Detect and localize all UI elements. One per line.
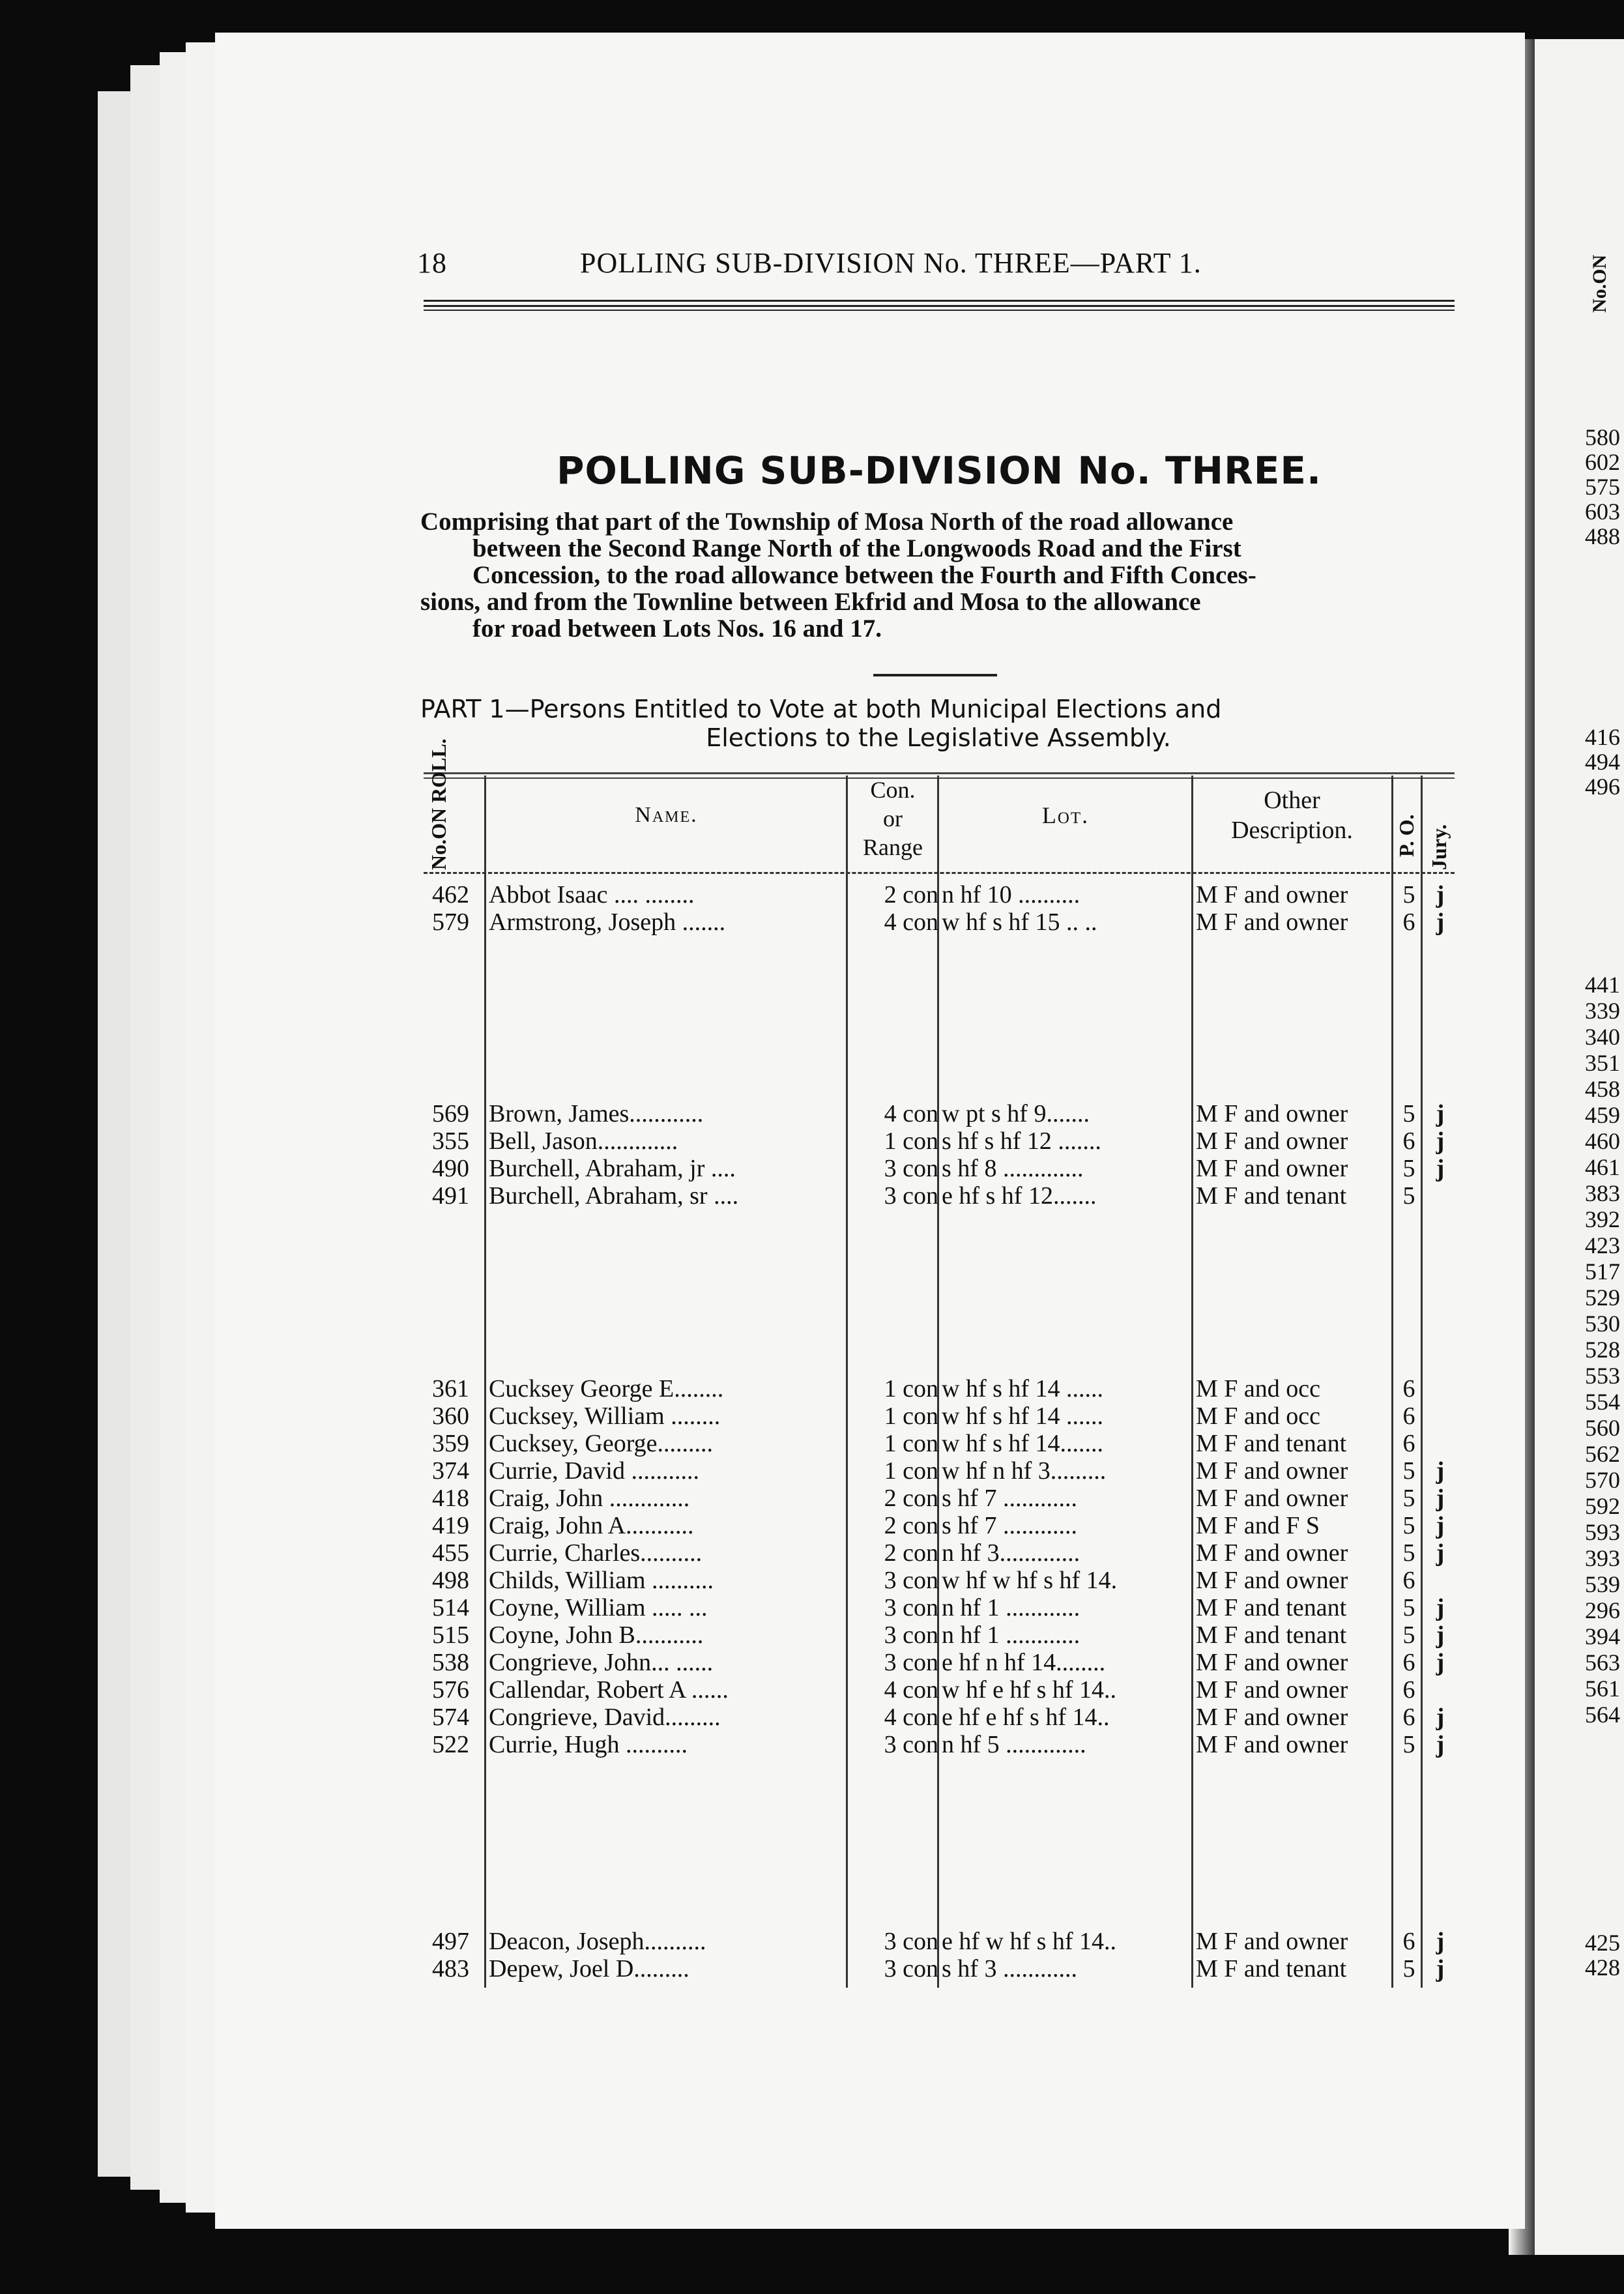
voter-name: Congrieve, David.........: [489, 1704, 721, 1731]
jury-mark: j: [1436, 1731, 1445, 1758]
jury-mark: j: [1436, 1928, 1445, 1955]
facing-roll-number: 528: [1585, 1337, 1620, 1363]
facing-roll-number: 425: [1585, 1930, 1620, 1956]
lot-description: n hf 1 ............: [942, 1594, 1080, 1621]
roll-number: 361: [432, 1375, 469, 1402]
other-description: M F and occ: [1196, 1402, 1321, 1430]
table-row: [424, 1567, 1455, 1594]
table-row: [424, 1430, 1455, 1457]
facing-roll-number: 570: [1585, 1467, 1620, 1493]
roll-number: 462: [432, 881, 469, 908]
facing-roll-number: 562: [1585, 1441, 1620, 1467]
other-description: M F and F S: [1196, 1512, 1320, 1539]
table-row: [424, 1127, 1455, 1155]
post-office: 6: [1402, 908, 1415, 936]
header-con-line: or: [883, 806, 903, 832]
roll-number: 355: [432, 1127, 469, 1155]
roll-number: 498: [432, 1567, 469, 1594]
table-row: [424, 1375, 1455, 1402]
other-description: M F and owner: [1196, 1676, 1348, 1704]
header-other-line: Other: [1264, 787, 1320, 814]
lot-description: e hf n hf 14........: [942, 1649, 1106, 1676]
running-title: POLLING SUB-DIVISION No. THREE—PART 1.: [580, 247, 1202, 279]
post-office: 5: [1402, 1621, 1415, 1649]
facing-roll-number: 296: [1585, 1597, 1620, 1623]
roll-number: 418: [432, 1485, 469, 1512]
intro-line: between the Second Range North of the Longwoods Road and the First: [472, 534, 1241, 562]
post-office: 5: [1402, 1182, 1415, 1210]
intro-line: Concession, to the road allowance between the Fourth and Fifth Conces-: [472, 561, 1256, 589]
lot-description: w hf n hf 3.........: [942, 1457, 1107, 1485]
voter-name: Craig, John .............: [489, 1485, 690, 1512]
facing-roll-number: 394: [1585, 1623, 1620, 1649]
lot-description: e hf s hf 12.......: [942, 1182, 1097, 1210]
post-office: 5: [1402, 881, 1415, 908]
facing-roll-number: 563: [1585, 1649, 1620, 1676]
roll-number: 569: [432, 1100, 469, 1127]
concession: 4 con: [884, 1704, 938, 1731]
roll-number: 522: [432, 1731, 469, 1758]
voter-name: Currie, David ...........: [489, 1457, 699, 1485]
lot-description: s hf 8 .............: [942, 1155, 1084, 1182]
post-office: 5: [1402, 1485, 1415, 1512]
table-row: [424, 1704, 1455, 1731]
concession: 2 con: [884, 1512, 938, 1539]
facing-roll-number: 560: [1585, 1415, 1620, 1441]
concession: 2 con: [884, 1485, 938, 1512]
concession: 1 con: [884, 1402, 938, 1430]
lot-description: n hf 1 ............: [942, 1621, 1080, 1649]
table-row: [424, 1621, 1455, 1649]
roll-number: 483: [432, 1955, 469, 1982]
facing-roll-number: 593: [1585, 1519, 1620, 1545]
jury-mark: j: [1436, 908, 1445, 936]
voter-name: Armstrong, Joseph .......: [489, 908, 726, 936]
facing-roll-number: 416: [1585, 724, 1620, 750]
section-divider: [873, 674, 997, 676]
other-description: M F and tenant: [1196, 1955, 1347, 1982]
other-description: M F and owner: [1196, 1704, 1348, 1731]
other-description: M F and owner: [1196, 1485, 1348, 1512]
post-office: 6: [1402, 1928, 1415, 1955]
roll-number: 360: [432, 1402, 469, 1430]
roll-number: 497: [432, 1928, 469, 1955]
concession: 2 con: [884, 881, 938, 908]
table-row: [424, 1539, 1455, 1567]
voter-name: Deacon, Joseph..........: [489, 1928, 706, 1955]
jury-mark: j: [1436, 1649, 1445, 1676]
post-office: 5: [1402, 1539, 1415, 1567]
post-office: 5: [1402, 1512, 1415, 1539]
roll-number: 515: [432, 1621, 469, 1649]
table-row: [424, 1457, 1455, 1485]
header-jury: Jury.: [1427, 824, 1451, 870]
intro-paragraph: [420, 508, 1457, 642]
header-no-on-roll: No.ON ROLL.: [427, 738, 450, 870]
roll-number: 574: [432, 1704, 469, 1731]
facing-roll-number: 458: [1585, 1076, 1620, 1102]
part-heading-line: PART 1—Persons Entitled to Vote at both Municipal Elections and: [420, 695, 1222, 723]
table-row: [424, 1649, 1455, 1676]
table-row: [424, 1676, 1455, 1704]
part-heading-line: Elections to the Legislative Assembly.: [706, 723, 1171, 752]
roll-number: 579: [432, 908, 469, 936]
lot-description: n hf 5 .............: [942, 1731, 1086, 1758]
intro-line: sions, and from the Townline between Ekfrid and Mosa to the allowance: [420, 588, 1201, 616]
facing-roll-number: 351: [1585, 1050, 1620, 1076]
facing-roll-number: 602: [1585, 449, 1620, 475]
concession: 3 con: [884, 1155, 938, 1182]
voter-name: Burchell, Abraham, jr ....: [489, 1155, 736, 1182]
voter-name: Abbot Isaac .... ........: [489, 881, 695, 908]
roll-number: 419: [432, 1512, 469, 1539]
concession: 4 con: [884, 908, 938, 936]
header-rule: [424, 310, 1455, 311]
facing-roll-number: 494: [1585, 749, 1620, 775]
voter-name: Currie, Hugh ..........: [489, 1731, 688, 1758]
table-row: [424, 1594, 1455, 1621]
concession: 3 con: [884, 1955, 938, 1982]
lot-description: w hf s hf 14 ......: [942, 1402, 1104, 1430]
voter-name: Coyne, William ..... ...: [489, 1594, 708, 1621]
table-row: [424, 1402, 1455, 1430]
facing-roll-number: 575: [1585, 474, 1620, 500]
voter-name: Burchell, Abraham, sr ....: [489, 1182, 739, 1210]
facing-roll-number: 428: [1585, 1954, 1620, 1981]
other-description: M F and tenant: [1196, 1430, 1347, 1457]
table-row: [424, 881, 1455, 908]
lot-description: s hf s hf 12 .......: [942, 1127, 1101, 1155]
concession: 1 con: [884, 1127, 938, 1155]
facing-roll-number: 561: [1585, 1676, 1620, 1702]
jury-mark: j: [1436, 1127, 1445, 1155]
other-description: M F and owner: [1196, 1457, 1348, 1485]
voter-name: Coyne, John B...........: [489, 1621, 704, 1649]
facing-roll-number: 592: [1585, 1493, 1620, 1519]
header-other-line: Description.: [1231, 817, 1353, 844]
table-top-rule: [424, 772, 1455, 774]
header-po: P. O.: [1395, 814, 1418, 857]
facing-roll-number: 383: [1585, 1180, 1620, 1206]
page-title: POLLING SUB-DIVISION No. THREE.: [556, 448, 1322, 493]
table-top-rule: [424, 777, 1455, 779]
facing-roll-number: 539: [1585, 1571, 1620, 1597]
facing-roll-number: 393: [1585, 1545, 1620, 1571]
post-office: 5: [1402, 1457, 1415, 1485]
facing-roll-number: 488: [1585, 523, 1620, 549]
lot-description: w hf s hf 15 .. ..: [942, 908, 1097, 936]
header-rule: [424, 305, 1455, 307]
facing-roll-number: 496: [1585, 774, 1620, 800]
other-description: M F and owner: [1196, 1155, 1348, 1182]
part-heading: [420, 695, 1457, 752]
concession: 2 con: [884, 1539, 938, 1567]
roll-number: 491: [432, 1182, 469, 1210]
facing-page-header: No.ON: [1589, 254, 1610, 313]
table-row: [424, 1928, 1455, 1955]
voter-name: Congrieve, John... ......: [489, 1649, 714, 1676]
intro-line: for road between Lots Nos. 16 and 17.: [472, 615, 882, 643]
lot-description: w hf w hf s hf 14.: [942, 1567, 1118, 1594]
roll-number: 359: [432, 1430, 469, 1457]
lot-description: e hf e hf s hf 14..: [942, 1704, 1110, 1731]
other-description: M F and tenant: [1196, 1621, 1347, 1649]
concession: 1 con: [884, 1457, 938, 1485]
facing-roll-number: 564: [1585, 1702, 1620, 1728]
facing-roll-number: 423: [1585, 1232, 1620, 1258]
jury-mark: j: [1436, 1621, 1445, 1649]
concession: 3 con: [884, 1621, 938, 1649]
header-con-line: Con.: [870, 777, 916, 803]
post-office: 6: [1402, 1649, 1415, 1676]
header-other-description: [1193, 785, 1391, 845]
voter-name: Depew, Joel D.........: [489, 1955, 689, 1982]
other-description: M F and owner: [1196, 1649, 1348, 1676]
page-number: 18: [417, 247, 447, 279]
post-office: 5: [1402, 1100, 1415, 1127]
concession: 3 con: [884, 1594, 938, 1621]
roll-number: 455: [432, 1539, 469, 1567]
voter-name: Currie, Charles..........: [489, 1539, 703, 1567]
voter-name: Brown, James............: [489, 1100, 704, 1127]
facing-roll-number: 441: [1585, 972, 1620, 998]
concession: 3 con: [884, 1182, 938, 1210]
table-row: [424, 1182, 1455, 1210]
facing-roll-number: 459: [1585, 1102, 1620, 1128]
facing-roll-number: 392: [1585, 1206, 1620, 1232]
lot-description: n hf 3.............: [942, 1539, 1080, 1567]
lot-description: n hf 10 ..........: [942, 881, 1080, 908]
post-office: 6: [1402, 1567, 1415, 1594]
table-row: [424, 1485, 1455, 1512]
post-office: 6: [1402, 1676, 1415, 1704]
other-description: M F and owner: [1196, 1100, 1348, 1127]
table-row: [424, 1512, 1455, 1539]
other-description: M F and owner: [1196, 1127, 1348, 1155]
other-description: M F and owner: [1196, 1928, 1348, 1955]
voter-name: Bell, Jason.............: [489, 1127, 678, 1155]
facing-roll-number: 580: [1585, 424, 1620, 450]
jury-mark: j: [1436, 1457, 1445, 1485]
facing-roll-number: 517: [1585, 1258, 1620, 1285]
lot-description: s hf 7 ............: [942, 1485, 1077, 1512]
jury-mark: j: [1436, 1512, 1445, 1539]
table-row: [424, 1955, 1455, 1982]
post-office: 5: [1402, 1731, 1415, 1758]
post-office: 5: [1402, 1955, 1415, 1982]
header-rule: [424, 300, 1455, 302]
voter-name: Cucksey, William ........: [489, 1402, 721, 1430]
facing-roll-number: 340: [1585, 1024, 1620, 1050]
roll-number: 490: [432, 1155, 469, 1182]
post-office: 5: [1402, 1155, 1415, 1182]
header-bottom-rule: [424, 872, 1455, 874]
concession: 1 con: [884, 1430, 938, 1457]
header-name: Name.: [635, 803, 698, 827]
concession: 1 con: [884, 1375, 938, 1402]
other-description: M F and owner: [1196, 1567, 1348, 1594]
lot-description: w hf e hf s hf 14..: [942, 1676, 1117, 1704]
voter-name: Childs, William ..........: [489, 1567, 714, 1594]
table-row: [424, 908, 1455, 936]
other-description: M F and tenant: [1196, 1594, 1347, 1621]
table-row: [424, 1731, 1455, 1758]
facing-roll-number: 529: [1585, 1285, 1620, 1311]
facing-roll-number: 603: [1585, 499, 1620, 525]
jury-mark: j: [1436, 1155, 1445, 1182]
post-office: 6: [1402, 1127, 1415, 1155]
concession: 3 con: [884, 1567, 938, 1594]
facing-roll-number: 553: [1585, 1363, 1620, 1389]
header-lot: Lot.: [1041, 802, 1090, 828]
concession: 3 con: [884, 1731, 938, 1758]
post-office: 6: [1402, 1430, 1415, 1457]
facing-roll-number: 460: [1585, 1128, 1620, 1154]
voter-name: Cucksey, George.........: [489, 1430, 714, 1457]
lot-description: w pt s hf 9.......: [942, 1100, 1090, 1127]
facing-roll-number: 339: [1585, 998, 1620, 1024]
concession: 4 con: [884, 1100, 938, 1127]
lot-description: e hf w hf s hf 14..: [942, 1928, 1117, 1955]
jury-mark: j: [1436, 1539, 1445, 1567]
roll-number: 576: [432, 1676, 469, 1704]
lot-description: s hf 3 ............: [942, 1955, 1077, 1982]
post-office: 6: [1402, 1402, 1415, 1430]
roll-number: 514: [432, 1594, 469, 1621]
voter-name: Cucksey George E........: [489, 1375, 724, 1402]
other-description: M F and owner: [1196, 908, 1348, 936]
other-description: M F and occ: [1196, 1375, 1321, 1402]
jury-mark: j: [1436, 1594, 1445, 1621]
table-row: [424, 1155, 1455, 1182]
roll-number: 538: [432, 1649, 469, 1676]
other-description: M F and tenant: [1196, 1182, 1347, 1210]
jury-mark: j: [1436, 1485, 1445, 1512]
post-office: 5: [1402, 1594, 1415, 1621]
intro-line: Comprising that part of the Township of Mosa North of the road allowance: [420, 508, 1234, 536]
concession: 3 con: [884, 1928, 938, 1955]
lot-description: s hf 7 ............: [942, 1512, 1077, 1539]
jury-mark: j: [1436, 1955, 1445, 1982]
concession: 3 con: [884, 1649, 938, 1676]
facing-roll-number: 530: [1585, 1311, 1620, 1337]
facing-roll-number: 554: [1585, 1389, 1620, 1415]
jury-mark: j: [1436, 1100, 1445, 1127]
jury-mark: j: [1436, 1704, 1445, 1731]
voter-name: Callendar, Robert A ......: [489, 1676, 729, 1704]
header-con-range: [847, 776, 938, 862]
facing-roll-number: 461: [1585, 1154, 1620, 1180]
lot-description: w hf s hf 14.......: [942, 1430, 1104, 1457]
other-description: M F and owner: [1196, 881, 1348, 908]
roll-number: 374: [432, 1457, 469, 1485]
concession: 4 con: [884, 1676, 938, 1704]
header-con-line: Range: [863, 834, 923, 860]
table-row: [424, 1100, 1455, 1127]
post-office: 6: [1402, 1375, 1415, 1402]
other-description: M F and owner: [1196, 1731, 1348, 1758]
jury-mark: j: [1436, 881, 1445, 908]
other-description: M F and owner: [1196, 1539, 1348, 1567]
lot-description: w hf s hf 14 ......: [942, 1375, 1104, 1402]
voter-name: Craig, John A...........: [489, 1512, 694, 1539]
post-office: 6: [1402, 1704, 1415, 1731]
